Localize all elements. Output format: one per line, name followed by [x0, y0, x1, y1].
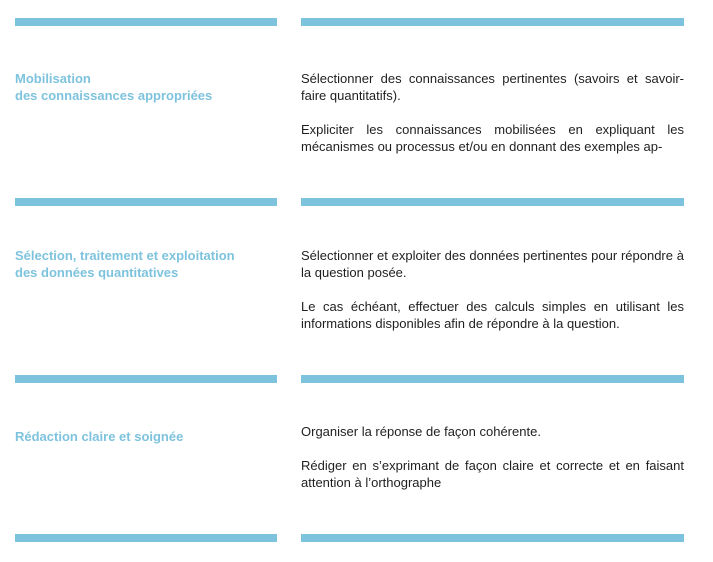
criterion-donnees — [15, 247, 277, 281]
divider-right — [301, 18, 684, 26]
divider-right — [301, 534, 684, 542]
criterion-line: Rédaction claire et soignée — [15, 429, 184, 444]
criterion-line: des connaissances appropriées — [15, 88, 213, 103]
descriptors-mobilisation — [301, 70, 684, 155]
divider-left — [15, 18, 277, 26]
divider-left — [15, 198, 277, 206]
criterion-line: des données quantitatives — [15, 265, 179, 280]
divider-left — [15, 534, 277, 542]
descriptor-text: Sélectionner et exploiter des données pertinentes pour répondre à la question posée. — [301, 248, 684, 280]
criterion-line: Mobilisation — [15, 71, 91, 86]
descriptor-text: Organiser la réponse de façon cohérente. — [301, 424, 541, 439]
descriptor-text: Rédiger en s’exprimant de façon claire et correcte et en faisant attention à l’orthographe — [301, 458, 684, 490]
descriptor-text: Sélectionner des connaissances pertinentes (savoirs et savoir-faire quantitatifs). — [301, 71, 684, 103]
criterion-redaction — [15, 428, 277, 445]
divider-right — [301, 375, 684, 383]
descriptors-redaction — [301, 423, 684, 491]
criterion-line: Sélection, traitement et exploitation — [15, 248, 235, 263]
descriptor-text: Expliciter les connaissances mobilisées en expliquant les mécanismes ou processus et/ou en donnant des exemples ap- — [301, 122, 684, 154]
descriptor-text: Le cas échéant, effectuer des calculs simples en utilisant les informations disponibles afin de répondre à la question. — [301, 299, 684, 331]
criterion-mobilisation — [15, 70, 277, 104]
divider-right — [301, 198, 684, 206]
divider-left — [15, 375, 277, 383]
descriptors-donnees — [301, 247, 684, 332]
